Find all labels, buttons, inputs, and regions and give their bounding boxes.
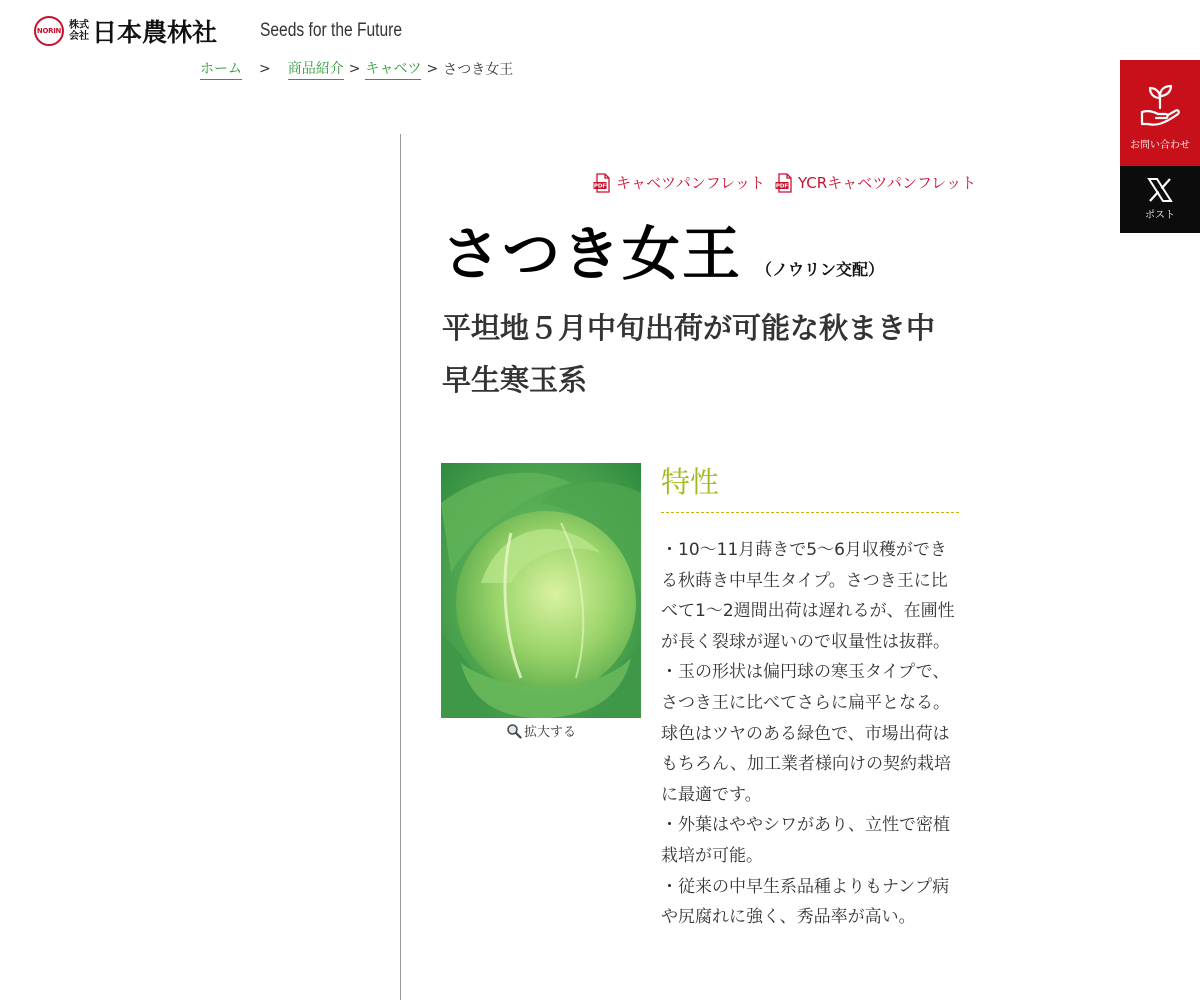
pdf-link-label: キャベツパンフレット (616, 174, 765, 192)
breadcrumb-products-link[interactable]: 商品紹介 (288, 58, 344, 80)
logo-corp-line1: 株式 (69, 20, 89, 31)
x-post-button[interactable] (1120, 166, 1200, 233)
cabbage-photo[interactable] (441, 463, 641, 718)
logo-corp-type (69, 20, 89, 42)
features-list (661, 535, 961, 933)
cabbage-illustration (441, 463, 641, 718)
svg-text:PDF: PDF (593, 183, 607, 190)
breadcrumb-separator: > (259, 61, 271, 77)
pdf-icon (593, 173, 611, 193)
product-subtitle: 平坦地５月中旬出荷が可能な秋まき中早生寒玉系 (442, 311, 936, 397)
norin-logo-mark (34, 16, 64, 46)
logo-mark-text: NORIN (36, 27, 62, 35)
vertical-divider (400, 134, 401, 1000)
breadcrumb-separator: > (426, 61, 439, 77)
feature-item: ・従来の中早生系品種よりもナンプ病や尻腐れに強く、秀品率が高い。 (661, 876, 950, 928)
features-divider (661, 512, 959, 513)
features-heading: 特性 (661, 465, 720, 499)
site-logo[interactable] (34, 12, 217, 50)
pdf-links (593, 172, 976, 193)
magnifier-icon (506, 723, 522, 739)
logo-corp-line2: 会社 (69, 31, 89, 42)
zoom-label: 拡大する (523, 725, 576, 740)
post-label: ポスト (1145, 210, 1175, 221)
product-title (442, 218, 884, 290)
breadcrumb-category-link[interactable]: キャベツ (365, 58, 421, 80)
pdf-icon (775, 173, 793, 193)
pdf-link-label: YCRキャベツパンフレット (797, 174, 977, 192)
x-logo-icon (1146, 176, 1174, 204)
cabbage-pamphlet-link[interactable] (593, 172, 765, 193)
feature-item: ・10〜11月蒔きで5〜6月収穫ができる秋蒔き中早生タイプ。さつき王に比べて1〜2週間出荷は遅れるが、在圃性が長く裂球が遅いので収量性は抜群。 (661, 540, 955, 652)
contact-label: お問い合わせ (1130, 140, 1190, 151)
breadcrumb-home-link[interactable]: ホーム (200, 58, 242, 80)
site-tagline: Seeds for the Future (260, 20, 403, 41)
logo-company-name: 日本農林社 (92, 18, 218, 47)
ycr-cabbage-pamphlet-link[interactable] (775, 172, 976, 193)
feature-item: ・外葉はややシワがあり、立性で密植栽培が可能。 (661, 815, 950, 866)
svg-text:PDF: PDF (775, 183, 789, 190)
product-cross-type: （ノウリン交配） (756, 260, 885, 279)
feature-item: ・玉の形状は偏円球の寒玉タイプで、さつき王に比べてさらに扁平となる。球色はツヤのある緑色で、市場出荷はもちろん、加工業者様向けの契約栽培に最適です。 (661, 662, 952, 805)
product-name: さつき女王 (442, 220, 743, 288)
breadcrumb-separator: > (348, 61, 361, 77)
breadcrumb-current: さつき女王 (443, 62, 514, 78)
zoom-link[interactable] (441, 721, 641, 740)
contact-button[interactable] (1120, 60, 1200, 166)
breadcrumb (200, 58, 513, 80)
seedling-hand-icon (1134, 78, 1186, 130)
